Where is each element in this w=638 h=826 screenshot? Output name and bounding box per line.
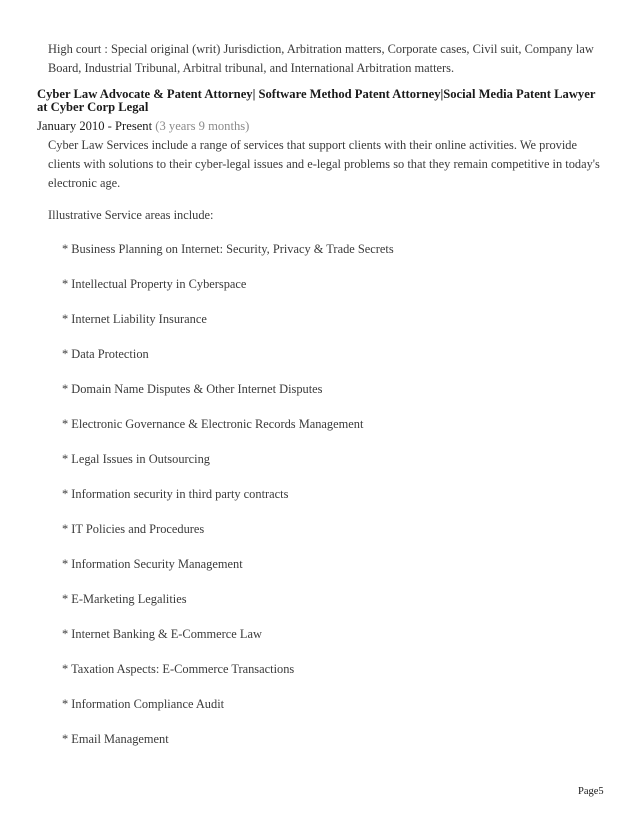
previous-experience-text: High court : Special original (writ) Jurisdiction, Arbitration matters, Corporate cases, Civil suit, Company law Board, Industrial Tribunal, Arbitral tribunal, and International Arbitration matters.	[48, 42, 594, 75]
end-date: Present	[115, 119, 153, 133]
start-date: January 2010	[37, 119, 105, 133]
service-item: * Internet Banking & E-Commerce Law	[62, 627, 262, 641]
service-item: * Data Protection	[62, 347, 149, 361]
service-item: * Email Management	[62, 732, 169, 746]
job-title-company: at Cyber Corp Legal	[37, 100, 149, 114]
service-item: * Information Compliance Audit	[62, 697, 225, 711]
page-number: Page5	[578, 786, 604, 797]
service-item: * Electronic Governance & Electronic Records Management	[62, 417, 364, 431]
date-separator: -	[107, 119, 112, 133]
job-title-line1: Cyber Law Advocate & Patent Attorney| Software Method Patent Attorney|Social Media Patent Lawyer	[37, 87, 596, 101]
service-item: * Information security in third party contracts	[62, 487, 289, 501]
service-item: * Intellectual Property in Cyberspace	[62, 277, 247, 291]
service-item: * IT Policies and Procedures	[62, 522, 205, 536]
service-item: * Domain Name Disputes & Other Internet Disputes	[62, 382, 323, 396]
job-duration: (3 years 9 months)	[155, 119, 250, 133]
service-item: * Legal Issues in Outsourcing	[62, 452, 210, 466]
services-intro: Illustrative Service areas include:	[48, 208, 214, 222]
job-description: Cyber Law Services include a range of services that support clients with their online activities. We provide clients with solutions to their cyber-legal issues and e-legal problems so that they remain competitive in today's electronic age.	[48, 138, 600, 190]
job-dates	[37, 118, 249, 134]
service-item: * E-Marketing Legalities	[62, 592, 187, 606]
service-item: * Information Security Management	[62, 557, 243, 571]
service-item: * Internet Liability Insurance	[62, 312, 207, 326]
service-item: * Business Planning on Internet: Security, Privacy & Trade Secrets	[62, 242, 394, 256]
service-item: * Taxation Aspects: E-Commerce Transactions	[62, 662, 295, 676]
job-title	[37, 88, 617, 114]
